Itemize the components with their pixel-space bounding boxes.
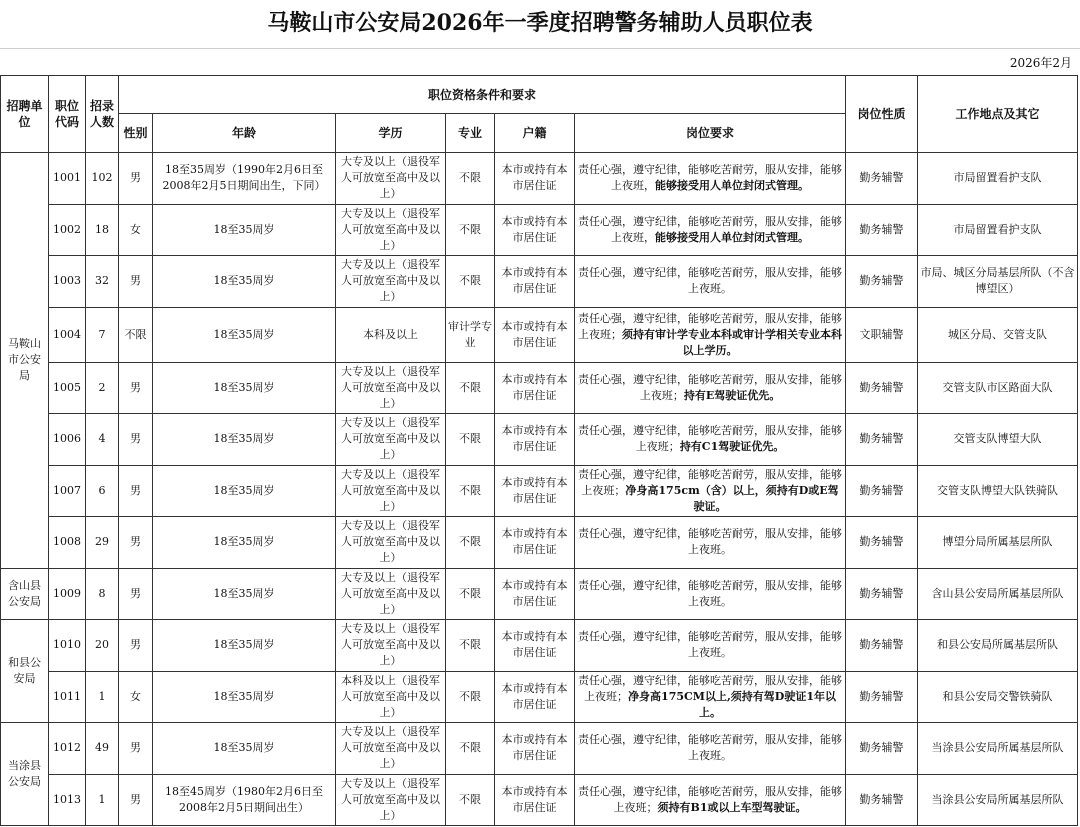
- requirement-emphasis: 净身高175cm（含）以上，须持有D或E驾驶证。: [625, 483, 839, 513]
- edu-cell: 大专及以上（退役军人可放宽至高中及以上）: [336, 362, 446, 414]
- requirement-text: 责任心强，遵守纪律，能够吃苦耐劳，服从安排，能够上夜班。: [578, 266, 843, 296]
- gender-cell: 男: [119, 465, 153, 517]
- table-row: [1, 620, 1078, 672]
- requirement-text: 责任心强，遵守纪律，能够吃苦耐劳，服从安排，能够上夜班。: [578, 527, 843, 557]
- req-cell: [575, 568, 846, 620]
- hukou-cell: 本市或持有本市居住证: [495, 465, 575, 517]
- header-code: 职位代码: [49, 76, 86, 153]
- major-cell: 不限: [446, 256, 495, 308]
- nature-cell: 勤务辅警: [846, 723, 918, 775]
- code-cell: 1008: [49, 517, 86, 569]
- location-cell: 和县公安局所属基层所队: [918, 620, 1078, 672]
- unit-cell: 马鞍山市公安局: [1, 153, 49, 569]
- table-row: [1, 671, 1078, 723]
- table-row: [1, 153, 1078, 205]
- nature-cell: 勤务辅警: [846, 671, 918, 723]
- requirement-text: 责任心强，遵守纪律，能够吃苦耐劳，服从安排，能够上夜班。: [578, 630, 843, 660]
- code-cell: 1001: [49, 153, 86, 205]
- table-row: [1, 414, 1078, 466]
- count-cell: 1: [86, 774, 119, 826]
- header-requirements: 岗位要求: [575, 114, 846, 153]
- requirement-emphasis: 能够接受用人单位封闭式管理。: [655, 179, 810, 193]
- location-cell: 交管支队市区路面大队: [918, 362, 1078, 414]
- age-cell: 18至35周岁: [153, 620, 336, 672]
- age-cell: 18至35周岁: [153, 465, 336, 517]
- major-cell: 审计学专业: [446, 307, 495, 362]
- nature-cell: 勤务辅警: [846, 256, 918, 308]
- code-cell: 1004: [49, 307, 86, 362]
- hukou-cell: 本市或持有本市居住证: [495, 517, 575, 569]
- nature-cell: 勤务辅警: [846, 153, 918, 205]
- requirement-text: 责任心强，遵守纪律，能够吃苦耐劳，服从安排，能够上夜班；: [578, 467, 843, 497]
- table-row: [1, 465, 1078, 517]
- count-cell: 6: [86, 465, 119, 517]
- major-cell: 不限: [446, 517, 495, 569]
- requirement-text: 责任心强，遵守纪律，能够吃苦耐劳，服从安排，能够上夜班；: [578, 784, 843, 814]
- major-cell: 不限: [446, 465, 495, 517]
- location-cell: 当涂县公安局所属基层所队: [918, 774, 1078, 826]
- nature-cell: 勤务辅警: [846, 362, 918, 414]
- count-cell: 29: [86, 517, 119, 569]
- gender-cell: 男: [119, 256, 153, 308]
- code-cell: 1010: [49, 620, 86, 672]
- location-cell: 交管支队博望大队铁骑队: [918, 465, 1078, 517]
- gender-cell: 男: [119, 153, 153, 205]
- requirement-text: 责任心强，遵守纪律，能够吃苦耐劳，服从安排，能够上夜班；: [578, 424, 843, 454]
- requirement-emphasis: 净身高175CM以上,须持有驾D驶证1年以上。: [628, 689, 836, 719]
- location-cell: 市局留置看护支队: [918, 153, 1078, 205]
- count-cell: 4: [86, 414, 119, 466]
- edu-cell: 大专及以上（退役军人可放宽至高中及以上）: [336, 465, 446, 517]
- edu-cell: 大专及以上（退役军人可放宽至高中及以上）: [336, 723, 446, 775]
- code-cell: 1009: [49, 568, 86, 620]
- nature-cell: 勤务辅警: [846, 620, 918, 672]
- location-cell: 当涂县公安局所属基层所队: [918, 723, 1078, 775]
- gender-cell: 男: [119, 362, 153, 414]
- major-cell: 不限: [446, 671, 495, 723]
- edu-cell: 大专及以上（退役军人可放宽至高中及以上）: [336, 153, 446, 205]
- major-cell: 不限: [446, 568, 495, 620]
- header-education: 学历: [336, 114, 446, 153]
- req-cell: [575, 307, 846, 362]
- requirement-emphasis: 能够接受用人单位封闭式管理。: [655, 230, 810, 244]
- req-cell: [575, 671, 846, 723]
- major-cell: 不限: [446, 414, 495, 466]
- code-cell: 1006: [49, 414, 86, 466]
- table-row: [1, 723, 1078, 775]
- count-cell: 8: [86, 568, 119, 620]
- age-cell: 18至35周岁: [153, 723, 336, 775]
- code-cell: 1011: [49, 671, 86, 723]
- major-cell: 不限: [446, 620, 495, 672]
- age-cell: 18至35周岁: [153, 307, 336, 362]
- nature-cell: 勤务辅警: [846, 568, 918, 620]
- header-nature: 岗位性质: [846, 76, 918, 153]
- edu-cell: 本科及以上（退役军人可放宽至高中及以上）: [336, 671, 446, 723]
- count-cell: 102: [86, 153, 119, 205]
- date-label: 2026年2月: [1009, 56, 1072, 70]
- major-cell: 不限: [446, 723, 495, 775]
- req-cell: [575, 414, 846, 466]
- header-age: 年龄: [153, 114, 336, 153]
- age-cell: 18至45周岁（1980年2月6日至2008年2月5日期间出生）: [153, 774, 336, 826]
- code-cell: 1002: [49, 204, 86, 256]
- req-cell: [575, 256, 846, 308]
- edu-cell: 大专及以上（退役军人可放宽至高中及以上）: [336, 204, 446, 256]
- age-cell: 18至35周岁: [153, 568, 336, 620]
- gender-cell: 男: [119, 568, 153, 620]
- gender-cell: 女: [119, 671, 153, 723]
- edu-cell: 大专及以上（退役军人可放宽至高中及以上）: [336, 517, 446, 569]
- age-cell: 18至35周岁: [153, 414, 336, 466]
- age-cell: 18至35周岁（1990年2月6日至2008年2月5日期间出生，下同）: [153, 153, 336, 205]
- gender-cell: 男: [119, 620, 153, 672]
- location-cell: 和县公安局交警铁骑队: [918, 671, 1078, 723]
- gender-cell: 男: [119, 414, 153, 466]
- nature-cell: 勤务辅警: [846, 774, 918, 826]
- req-cell: [575, 465, 846, 517]
- header-major: 专业: [446, 114, 495, 153]
- requirement-text: 责任心强，遵守纪律，能够吃苦耐劳，服从安排，能够上夜班。: [578, 733, 843, 763]
- requirement-text: 责任心强，遵守纪律，能够吃苦耐劳，服从安排，能够上夜班，: [578, 163, 843, 193]
- code-cell: 1012: [49, 723, 86, 775]
- table-row: [1, 517, 1078, 569]
- edu-cell: 本科及以上: [336, 307, 446, 362]
- major-cell: 不限: [446, 774, 495, 826]
- table-row: [1, 307, 1078, 362]
- location-cell: 城区分局、交管支队: [918, 307, 1078, 362]
- header-count: 招录人数: [86, 76, 119, 153]
- table-row: [1, 774, 1078, 826]
- count-cell: 7: [86, 307, 119, 362]
- gender-cell: 男: [119, 774, 153, 826]
- header-hukou: 户籍: [495, 114, 575, 153]
- unit-cell: 和县公安局: [1, 620, 49, 723]
- code-cell: 1005: [49, 362, 86, 414]
- nature-cell: 勤务辅警: [846, 204, 918, 256]
- header-unit: 招聘单位: [1, 76, 49, 153]
- requirement-emphasis: 持有E驾驶证优先。: [683, 388, 781, 402]
- table-row: [1, 204, 1078, 256]
- code-cell: 1013: [49, 774, 86, 826]
- hukou-cell: 本市或持有本市居住证: [495, 620, 575, 672]
- requirement-text: 责任心强，遵守纪律，能够吃苦耐劳，服从安排，能够上夜班；: [578, 311, 843, 341]
- positions-table: [0, 75, 1078, 826]
- requirement-emphasis: 持有C1驾驶证优先。: [679, 440, 785, 454]
- req-cell: [575, 774, 846, 826]
- req-cell: [575, 517, 846, 569]
- nature-cell: 勤务辅警: [846, 517, 918, 569]
- hukou-cell: 本市或持有本市居住证: [495, 723, 575, 775]
- nature-cell: 文职辅警: [846, 307, 918, 362]
- age-cell: 18至35周岁: [153, 204, 336, 256]
- age-cell: 18至35周岁: [153, 256, 336, 308]
- header-qualifications: 职位资格条件和要求: [119, 76, 846, 114]
- header-gender: 性别: [119, 114, 153, 153]
- age-cell: 18至35周岁: [153, 671, 336, 723]
- age-cell: 18至35周岁: [153, 517, 336, 569]
- page-title: 马鞍山市公安局2026年一季度招聘警务辅助人员职位表: [267, 10, 813, 36]
- header-location: 工作地点及其它: [918, 76, 1078, 153]
- major-cell: 不限: [446, 362, 495, 414]
- gender-cell: 不限: [119, 307, 153, 362]
- edu-cell: 大专及以上（退役军人可放宽至高中及以上）: [336, 568, 446, 620]
- gender-cell: 男: [119, 723, 153, 775]
- edu-cell: 大专及以上（退役军人可放宽至高中及以上）: [336, 256, 446, 308]
- edu-cell: 大专及以上（退役军人可放宽至高中及以上）: [336, 620, 446, 672]
- requirement-text: 责任心强，遵守纪律，能够吃苦耐劳，服从安排，能够上夜班；: [578, 673, 843, 703]
- location-cell: 市局留置看护支队: [918, 204, 1078, 256]
- hukou-cell: 本市或持有本市居住证: [495, 568, 575, 620]
- hukou-cell: 本市或持有本市居住证: [495, 362, 575, 414]
- hukou-cell: 本市或持有本市居住证: [495, 256, 575, 308]
- edu-cell: 大专及以上（退役军人可放宽至高中及以上）: [336, 774, 446, 826]
- count-cell: 18: [86, 204, 119, 256]
- title-bar: [0, 0, 1080, 49]
- requirement-emphasis: 须持有审计学专业本科或审计学相关专业本科以上学历。: [622, 327, 843, 357]
- req-cell: [575, 153, 846, 205]
- hukou-cell: 本市或持有本市居住证: [495, 774, 575, 826]
- hukou-cell: 本市或持有本市居住证: [495, 204, 575, 256]
- req-cell: [575, 204, 846, 256]
- requirement-text: 责任心强，遵守纪律，能够吃苦耐劳，服从安排，能够上夜班，: [578, 214, 843, 244]
- code-cell: 1007: [49, 465, 86, 517]
- table-row: [1, 362, 1078, 414]
- requirement-text: 责任心强，遵守纪律，能够吃苦耐劳，服从安排，能够上夜班；: [578, 372, 843, 402]
- nature-cell: 勤务辅警: [846, 465, 918, 517]
- location-cell: 市局、城区分局基层所队（不含博望区）: [918, 256, 1078, 308]
- major-cell: 不限: [446, 204, 495, 256]
- location-cell: 交管支队博望大队: [918, 414, 1078, 466]
- hukou-cell: 本市或持有本市居住证: [495, 671, 575, 723]
- age-cell: 18至35周岁: [153, 362, 336, 414]
- requirement-emphasis: 须持有B1或以上车型驾驶证。: [657, 800, 807, 814]
- location-cell: 含山县公安局所属基层所队: [918, 568, 1078, 620]
- table-row: [1, 568, 1078, 620]
- req-cell: [575, 723, 846, 775]
- hukou-cell: 本市或持有本市居住证: [495, 153, 575, 205]
- major-cell: 不限: [446, 153, 495, 205]
- edu-cell: 大专及以上（退役军人可放宽至高中及以上）: [336, 414, 446, 466]
- code-cell: 1003: [49, 256, 86, 308]
- requirement-text: 责任心强，遵守纪律，能够吃苦耐劳，服从安排，能够上夜班。: [578, 578, 843, 608]
- req-cell: [575, 362, 846, 414]
- count-cell: 1: [86, 671, 119, 723]
- req-cell: [575, 620, 846, 672]
- location-cell: 博望分局所属基层所队: [918, 517, 1078, 569]
- count-cell: 32: [86, 256, 119, 308]
- gender-cell: 女: [119, 204, 153, 256]
- hukou-cell: 本市或持有本市居住证: [495, 307, 575, 362]
- count-cell: 49: [86, 723, 119, 775]
- hukou-cell: 本市或持有本市居住证: [495, 414, 575, 466]
- unit-cell: 当涂县公安局: [1, 723, 49, 826]
- gender-cell: 男: [119, 517, 153, 569]
- count-cell: 2: [86, 362, 119, 414]
- table-row: [1, 256, 1078, 308]
- unit-cell: 含山县公安局: [1, 568, 49, 620]
- nature-cell: 勤务辅警: [846, 414, 918, 466]
- count-cell: 20: [86, 620, 119, 672]
